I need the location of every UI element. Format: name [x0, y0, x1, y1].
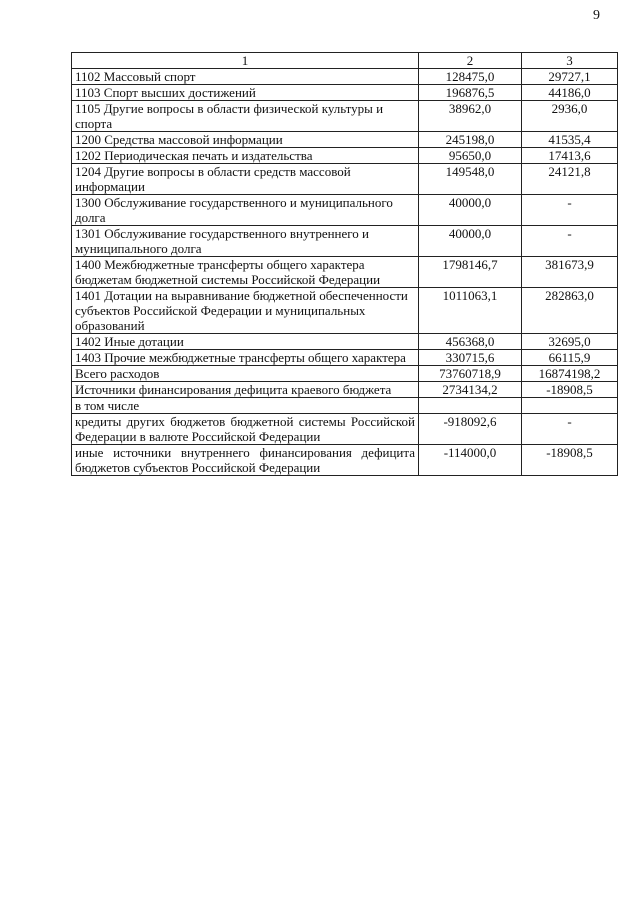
row-value-col2: 1011063,1: [419, 288, 522, 334]
row-value-col2: 456368,0: [419, 334, 522, 350]
row-value-col3: -18908,5: [522, 445, 618, 476]
table-row: [72, 334, 618, 350]
row-value-col3: 16874198,2: [522, 366, 618, 382]
page-number: 9: [593, 8, 600, 23]
row-value-col3: [522, 398, 618, 414]
row-value-col3: 381673,9: [522, 257, 618, 288]
row-name-cell: 1105 Другие вопросы в области физической культуры и спорта: [72, 101, 419, 132]
table-row: [72, 148, 618, 164]
row-name-cell: 1103 Спорт высших достижений: [72, 85, 419, 101]
header-cell-3: 3: [522, 53, 618, 69]
row-name-cell: 1402 Иные дотации: [72, 334, 419, 350]
row-value-col3: 41535,4: [522, 132, 618, 148]
row-name-cell: в том числе: [72, 398, 419, 414]
row-value-col2: 73760718,9: [419, 366, 522, 382]
row-value-col3: 29727,1: [522, 69, 618, 85]
table-row: [72, 445, 618, 476]
table-row: [72, 414, 618, 445]
row-name-cell: 1401 Дотации на выравнивание бюджетной обеспеченности субъектов Российской Федерации и муниципальных образований: [72, 288, 419, 334]
header-cell-2: 2: [419, 53, 522, 69]
table-row: [72, 350, 618, 366]
row-name-cell: кредиты других бюджетов бюджетной системы Российской Федерации в валюте Российской Федерации: [72, 414, 419, 445]
table-row: [72, 195, 618, 226]
row-name-cell: 1204 Другие вопросы в области средств массовой информации: [72, 164, 419, 195]
table-row: [72, 382, 618, 398]
row-value-col2: 196876,5: [419, 85, 522, 101]
table-row: [72, 288, 618, 334]
row-value-col3: 17413,6: [522, 148, 618, 164]
header-cell-1: 1: [72, 53, 419, 69]
row-value-col2: 40000,0: [419, 195, 522, 226]
row-value-col3: -: [522, 195, 618, 226]
row-value-col3: 282863,0: [522, 288, 618, 334]
row-name-cell: 1301 Обслуживание государственного внутреннего и муниципального долга: [72, 226, 419, 257]
row-value-col2: 95650,0: [419, 148, 522, 164]
row-value-col3: -: [522, 414, 618, 445]
table-header-row: [72, 53, 618, 69]
row-name-cell: 1202 Периодическая печать и издательства: [72, 148, 419, 164]
table-row: [72, 69, 618, 85]
row-value-col2: 330715,6: [419, 350, 522, 366]
table-row: [72, 398, 618, 414]
table-row: [72, 257, 618, 288]
table-row: [72, 101, 618, 132]
row-name-cell: 1102 Массовый спорт: [72, 69, 419, 85]
table-row: [72, 85, 618, 101]
row-name-cell: 1300 Обслуживание государственного и муниципального долга: [72, 195, 419, 226]
row-value-col3: 2936,0: [522, 101, 618, 132]
row-value-col2: 2734134,2: [419, 382, 522, 398]
row-value-col2: -918092,6: [419, 414, 522, 445]
row-value-col2: 149548,0: [419, 164, 522, 195]
row-value-col2: 38962,0: [419, 101, 522, 132]
table-row-total: [72, 366, 618, 382]
row-value-col2: [419, 398, 522, 414]
row-value-col3: -18908,5: [522, 382, 618, 398]
row-name-cell: иные источники внутреннего финансирования дефицита бюджетов субъектов Российской Федерации: [72, 445, 419, 476]
row-value-col3: 66115,9: [522, 350, 618, 366]
row-name-cell: 1403 Прочие межбюджетные трансферты общего характера: [72, 350, 419, 366]
row-value-col2: -114000,0: [419, 445, 522, 476]
row-value-col3: -: [522, 226, 618, 257]
row-value-col3: 32695,0: [522, 334, 618, 350]
row-name-cell: Всего расходов: [72, 366, 419, 382]
row-value-col2: 128475,0: [419, 69, 522, 85]
row-name-cell: 1400 Межбюджетные трансферты общего характера бюджетам бюджетной системы Российской Федерации: [72, 257, 419, 288]
table-row: [72, 164, 618, 195]
row-name-cell: Источники финансирования дефицита краевого бюджета: [72, 382, 419, 398]
row-value-col3: 44186,0: [522, 85, 618, 101]
row-value-col3: 24121,8: [522, 164, 618, 195]
table-row: [72, 226, 618, 257]
row-value-col2: 1798146,7: [419, 257, 522, 288]
row-value-col2: 40000,0: [419, 226, 522, 257]
row-value-col2: 245198,0: [419, 132, 522, 148]
table-row: [72, 132, 618, 148]
row-name-cell: 1200 Средства массовой информации: [72, 132, 419, 148]
budget-table: [71, 52, 618, 476]
